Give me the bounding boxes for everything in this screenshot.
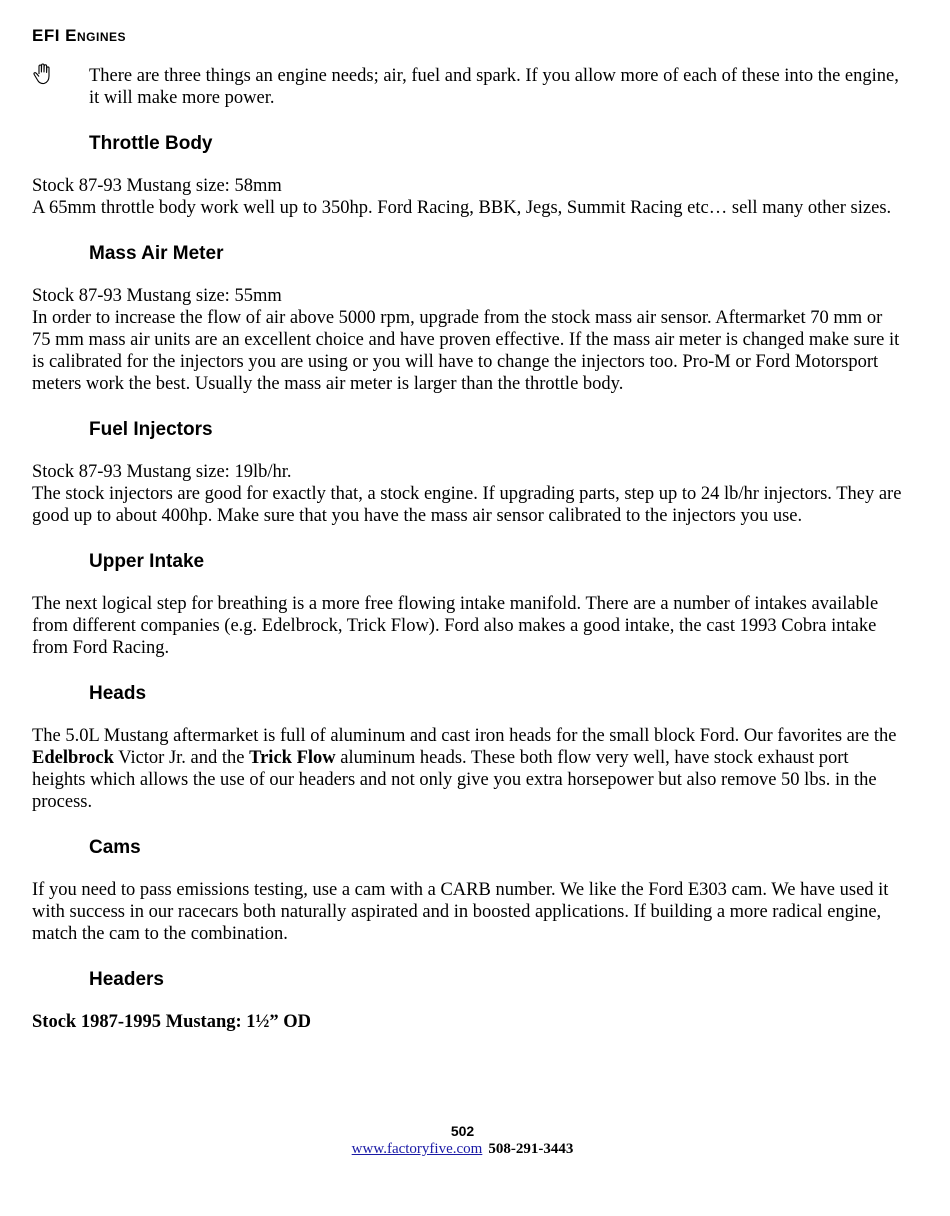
document-page — [32, 24, 902, 1033]
heads-edelbrock: Edelbrock — [32, 748, 114, 768]
heading-headers: Headers — [89, 969, 164, 990]
page-title: EFI Engines — [32, 26, 127, 45]
intro-text: There are three things an engine needs; air, fuel and spark. If you allow more of each of these into the engine, it will make more power. — [89, 66, 899, 108]
maf-stock-size: Stock 87-93 Mustang size: 55mm — [32, 286, 282, 306]
heads-body-text — [32, 725, 902, 813]
intake-body-text: The next logical step for breathing is a more free flowing intake manifold. There are a number of intakes available from different companies (e.g. Edelbrock, Trick Flow). Ford also makes a good intake, the cast 1993 Cobra intake from Ford Racing. — [32, 594, 879, 658]
maf-body-text: In order to increase the flow of air above 5000 rpm, upgrade from the stock mass air sensor. Aftermarket 70 mm or 75 mm mass air units are an excellent choice and have proven effective. If the mass air meter is changed make sure it is calibrated for the injectors you are using or you will have to change the injectors too. Pro-M or Ford Motorsport meters work the best. Usually the mass air meter is larger than the throttle body. — [32, 308, 900, 394]
heads-text-1: The 5.0L Mustang aftermarket is full of aluminum and cast iron heads for the small block Ford. Our favorites are the — [32, 726, 897, 746]
heads-trick-flow: Trick Flow — [249, 748, 336, 768]
injectors-body-text: The stock injectors are good for exactly that, a stock engine. If upgrading parts, step up to 24 lb/hr injectors. They are good up to about 400hp. Make sure that you have the mass air sensor calibrated to the injectors you use. — [32, 484, 902, 526]
throttle-stock-size: Stock 87-93 Mustang size: 58mm — [32, 176, 282, 196]
heading-cams: Cams — [89, 837, 141, 858]
footer-contact — [0, 1140, 925, 1158]
heading-heads: Heads — [89, 683, 147, 704]
heading-upper-intake: Upper Intake — [89, 551, 205, 572]
headers-stock-size: Stock 1987-1995 Mustang: 1½” OD — [32, 1012, 312, 1032]
throttle-body-text: A 65mm throttle body work well up to 350hp. Ford Racing, BBK, Jegs, Summit Racing etc… sell many other sizes. — [32, 198, 892, 218]
heads-text-2: Victor Jr. and the — [113, 748, 250, 768]
page-footer — [0, 1122, 925, 1158]
heading-mass-air-meter: Mass Air Meter — [89, 243, 224, 264]
heading-fuel-injectors: Fuel Injectors — [89, 419, 213, 440]
cams-body-text: If you need to pass emissions testing, use a cam with a CARB number. We like the Ford E303 cam. We have used it with success in our racecars both naturally aspirated and in boosted applications. If building a more radical engine, match the cam to the combination. — [32, 880, 889, 944]
injectors-stock-size: Stock 87-93 Mustang size: 19lb/hr. — [32, 462, 292, 482]
hand-icon — [32, 63, 52, 85]
phone-number: 508-291-3443 — [488, 1141, 574, 1157]
page-number: 502 — [450, 1123, 475, 1139]
intro-bullet — [32, 65, 902, 109]
website-link[interactable]: www.factoryfive.com — [351, 1141, 483, 1157]
heading-throttle-body: Throttle Body — [89, 133, 213, 154]
heads-text-3: aluminum heads. These both flow very well, have stock exhaust port heights which allows the use of our headers and not only give you extra horsepower but also remove 50 lbs. in the process. — [32, 748, 877, 812]
